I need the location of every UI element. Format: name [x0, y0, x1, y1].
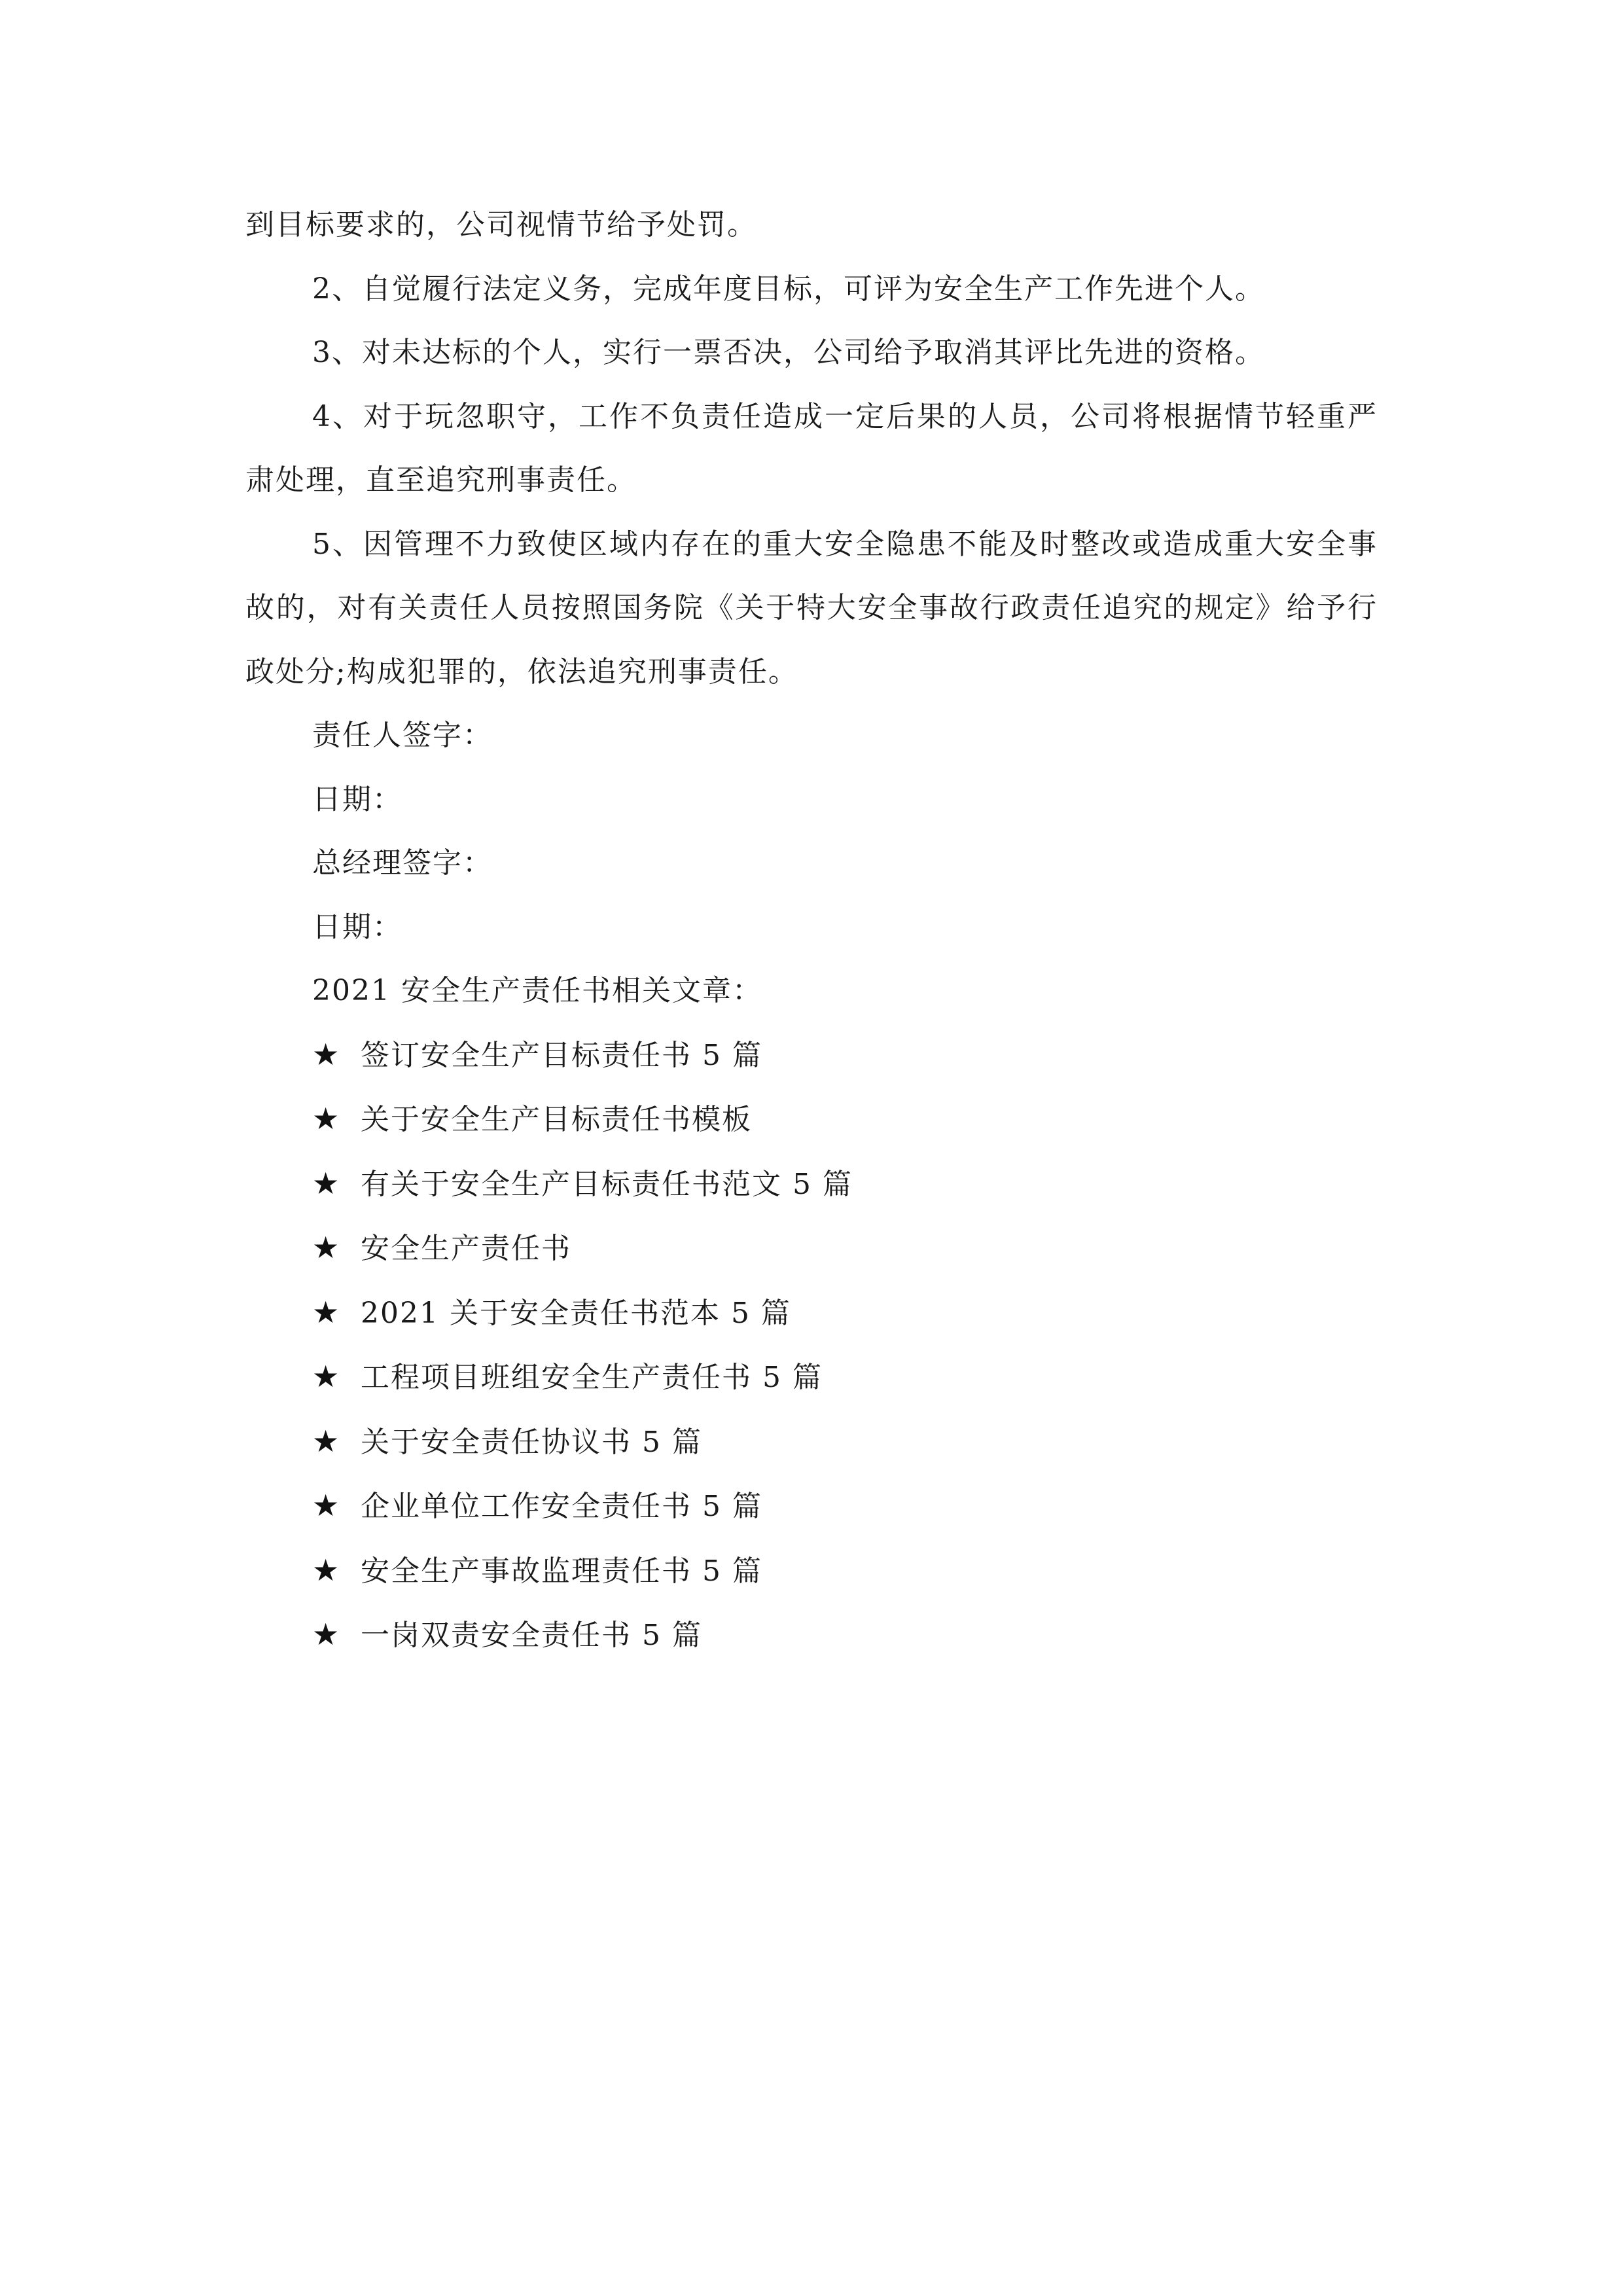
star-icon: ★ — [312, 1230, 341, 1265]
related-article-item[interactable] — [245, 1152, 1378, 1217]
star-icon: ★ — [312, 1488, 341, 1523]
related-article-link[interactable]: 工程项目班组安全生产责任书 5 篇 — [361, 1361, 823, 1394]
signature-field-responsible: 责任人签字： — [312, 719, 493, 752]
related-article-item[interactable] — [245, 1603, 1378, 1668]
related-article-item[interactable] — [245, 1410, 1378, 1475]
related-article-link[interactable]: 关于安全生产目标责任书模板 — [361, 1103, 752, 1136]
date-field-responsible: 日期： — [312, 782, 402, 816]
document-body — [245, 193, 1378, 1668]
related-article-link[interactable]: 安全生产事故监理责任书 5 篇 — [361, 1554, 762, 1588]
related-article-link[interactable]: 2021 关于安全责任书范本 5 篇 — [361, 1296, 791, 1330]
related-article-item[interactable] — [245, 1345, 1378, 1410]
star-icon: ★ — [312, 1165, 341, 1201]
related-article-item[interactable] — [245, 1474, 1378, 1539]
paragraph-item-4: 4、对于玩忽职守，工作不负责任造成一定后果的人员，公司将根据情节轻重严肃处理，直至追究刑事责任。 — [245, 399, 1378, 497]
related-article-item[interactable] — [245, 1216, 1378, 1281]
star-icon: ★ — [312, 1617, 341, 1652]
related-articles-heading: 2021 安全生产责任书相关文章： — [312, 974, 762, 1007]
related-article-link[interactable]: 企业单位工作安全责任书 5 篇 — [361, 1490, 762, 1523]
paragraph-item-5: 5、因管理不力致使区域内存在的重大安全隐患不能及时整改或造成重大安全事故的，对有关责任人员按照国务院《关于特大安全事故行政责任追究的规定》给予行政处分;构成犯罪的，依法追究刑事责任。 — [245, 527, 1378, 689]
paragraph-item-2: 2、自觉履行法定义务，完成年度目标，可评为安全生产工作先进个人。 — [312, 272, 1265, 306]
related-article-link[interactable]: 安全生产责任书 — [361, 1232, 571, 1265]
related-article-item[interactable] — [245, 1023, 1378, 1088]
star-icon: ★ — [312, 1101, 341, 1136]
related-article-link[interactable]: 有关于安全生产目标责任书范文 5 篇 — [361, 1167, 853, 1201]
related-article-link[interactable]: 一岗双责安全责任书 5 篇 — [361, 1619, 702, 1652]
related-article-item[interactable] — [245, 1281, 1378, 1346]
paragraph-item-3: 3、对未达标的个人，实行一票否决，公司给予取消其评比先进的资格。 — [312, 336, 1265, 369]
signature-field-general-manager: 总经理签字： — [312, 846, 493, 880]
related-article-item[interactable] — [245, 1087, 1378, 1152]
date-field-general-manager: 日期： — [312, 910, 402, 944]
star-icon: ★ — [312, 1359, 341, 1394]
star-icon: ★ — [312, 1036, 341, 1072]
related-article-link[interactable]: 签订安全生产目标责任书 5 篇 — [361, 1038, 762, 1072]
star-icon: ★ — [312, 1552, 341, 1588]
related-articles-list — [245, 1023, 1378, 1668]
related-article-item[interactable] — [245, 1539, 1378, 1604]
star-icon: ★ — [312, 1423, 341, 1459]
star-icon: ★ — [312, 1294, 341, 1330]
related-article-link[interactable]: 关于安全责任协议书 5 篇 — [361, 1425, 702, 1459]
paragraph-continuation: 到目标要求的，公司视情节给予处罚。 — [245, 208, 757, 242]
